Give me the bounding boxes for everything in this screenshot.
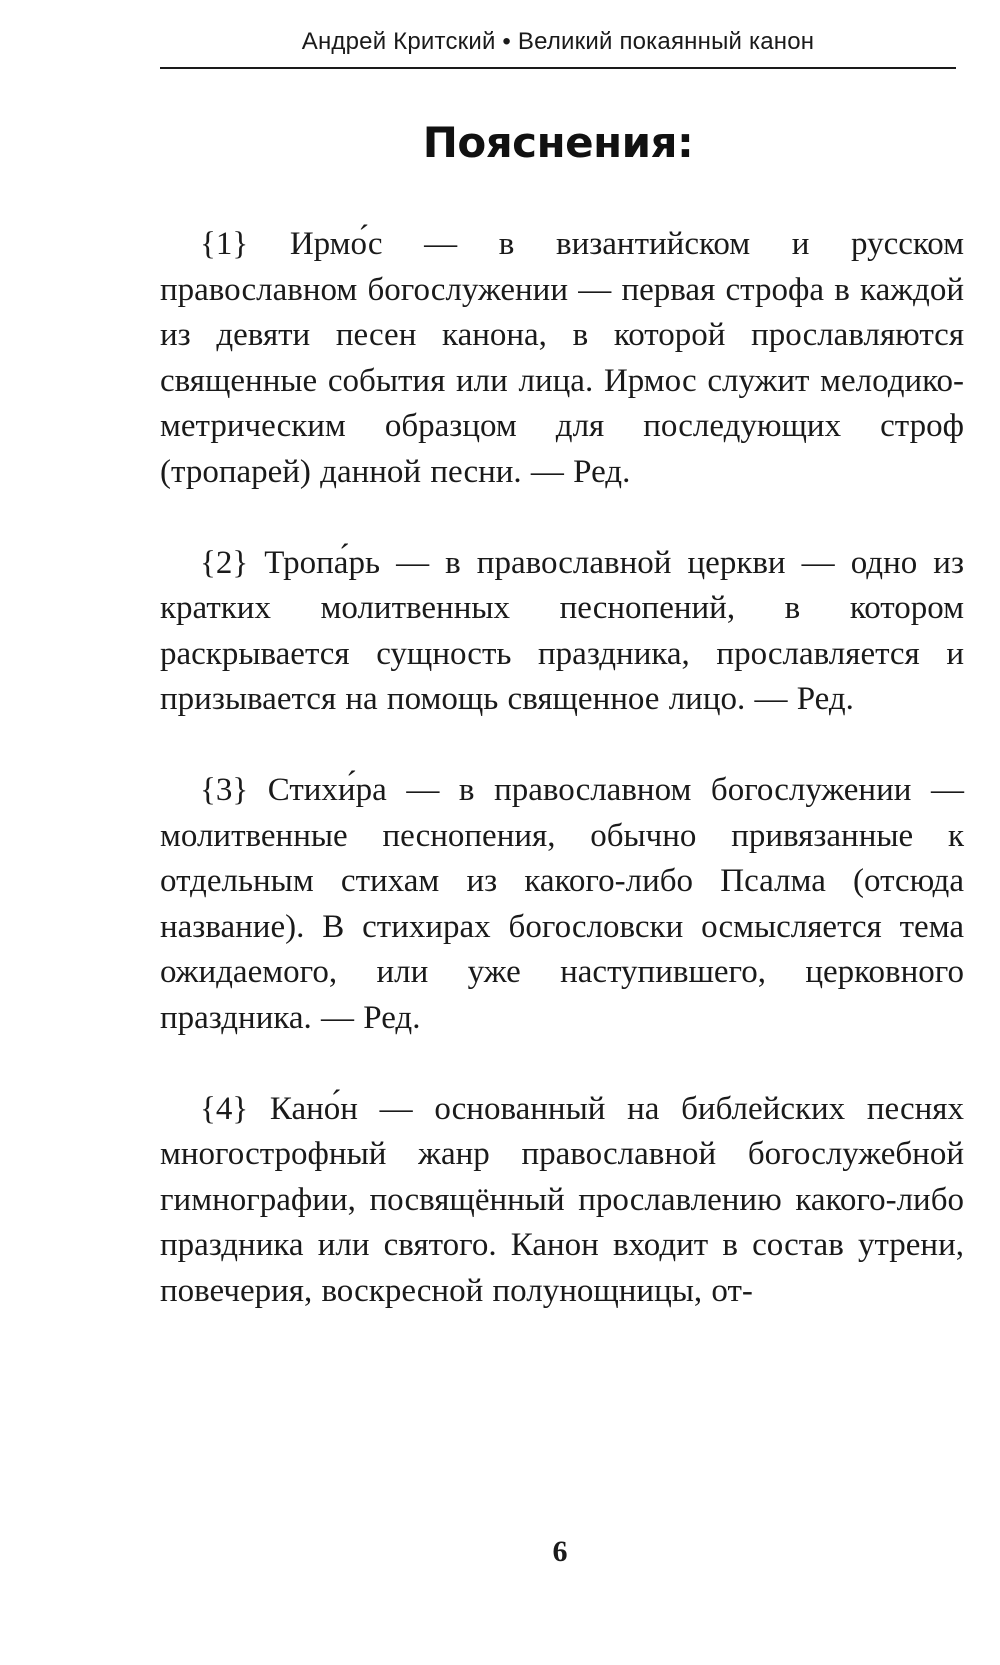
note-1: {1} Ирмо́с — в византийском и русском православном богослужении — первая строфа в каждой из девяти песен канона, в которой прославляются священные события или лица. Ирмос служит мелодико-метрическим образцом для последующих строф (тропарей) данной песни. — Ред. xyxy=(160,226,964,490)
page-number: 6 xyxy=(552,1535,568,1568)
running-header: Андрей Критский • Великий покаянный канон xyxy=(301,28,815,55)
note-3: {3} Стихи́ра — в православном богослужении — молитвенные песнопения, обычно привязанные к отдельным стихам из какого-либо Псалма (отсюда название). В стихирах богословски осмысляется тема ожидаемого, или уже наступившего, церковного праздника. — Ред. xyxy=(160,772,964,1036)
section-title: Пояснения: xyxy=(422,118,694,167)
note-2: {2} Тропа́рь — в православной церкви — одно из кратких молитвенных песнопений, в котором раскрывается сущность праздника, прославляется и призывается на помощь священное лицо. — Ред. xyxy=(160,544,964,717)
header-rule xyxy=(160,67,956,69)
note-4: {4} Кано́н — основанный на библейских песнях многострофный жанр православной богослужебной гимнографии, посвящённый прославлению какого-либо праздника или святого. Канон входит в состав утрени, повечерия, воскресной полунощницы, от- xyxy=(160,1090,964,1309)
notes-list xyxy=(160,222,964,1360)
